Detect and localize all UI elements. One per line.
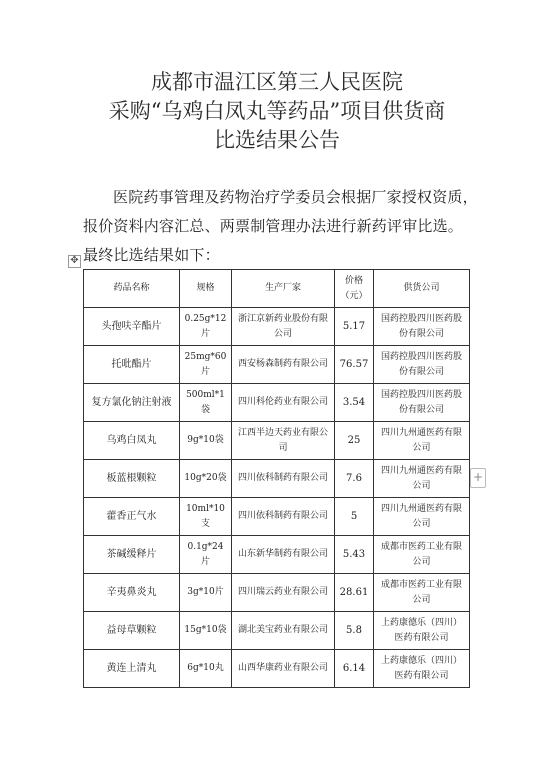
intro-paragraph: 医院药事管理及药物治疗学委员会根据厂家授权资质，报价资料内容汇总、两票制管理办法进行新药评审比选。最终比选结果如下： xyxy=(83,188,478,264)
cell-price: 7.6 xyxy=(335,460,374,498)
header-drug-name: 药品名称 xyxy=(84,270,180,308)
cell-drug-name: 黄连上清丸 xyxy=(84,650,180,688)
cell-drug-name: 头孢呋辛酯片 xyxy=(84,308,180,346)
cell-price: 28.61 xyxy=(335,574,374,612)
cell-manufacturer: 山西华康药业有限公司 xyxy=(232,650,335,688)
table-move-handle-icon[interactable]: ✥ xyxy=(68,255,81,268)
cell-spec: 9g*10袋 xyxy=(180,422,232,460)
cell-supplier: 国药控股四川医药股份有限公司 xyxy=(374,384,470,422)
cell-manufacturer: 四川依科制药有限公司 xyxy=(232,460,335,498)
cell-manufacturer: 湖北美宝药业有限公司 xyxy=(232,612,335,650)
results-table xyxy=(83,269,470,688)
cell-manufacturer: 四川科伦药业有限公司 xyxy=(232,384,335,422)
table-row xyxy=(84,346,470,384)
table-header-row xyxy=(84,270,470,308)
cell-supplier: 国药控股四川医药股份有限公司 xyxy=(374,308,470,346)
add-column-plus-icon[interactable]: + xyxy=(470,468,486,488)
cell-manufacturer: 山东新华制药有限公司 xyxy=(232,536,335,574)
cell-supplier: 上药康德乐（四川）医药有限公司 xyxy=(374,612,470,650)
cell-spec: 0.25g*12片 xyxy=(180,308,232,346)
header-price: 价格（元） xyxy=(335,270,374,308)
table-row xyxy=(84,384,470,422)
cell-drug-name: 复方氯化钠注射液 xyxy=(84,384,180,422)
cell-manufacturer: 四川依科制药有限公司 xyxy=(232,498,335,536)
cell-price: 3.54 xyxy=(335,384,374,422)
cell-spec: 6g*10丸 xyxy=(180,650,232,688)
cell-spec: 25mg*60片 xyxy=(180,346,232,384)
title-line-3: 比选结果公告 xyxy=(214,128,340,152)
cell-drug-name: 板蓝根颗粒 xyxy=(84,460,180,498)
cell-manufacturer: 江西半边天药业有限公司 xyxy=(232,422,335,460)
cell-drug-name: 茶碱缓释片 xyxy=(84,536,180,574)
cell-spec: 15g*10袋 xyxy=(180,612,232,650)
header-manufacturer: 生产厂家 xyxy=(232,270,335,308)
cell-spec: 3g*10片 xyxy=(180,574,232,612)
cell-drug-name: 乌鸡白凤丸 xyxy=(84,422,180,460)
cell-supplier: 成都市医药工业有限公司 xyxy=(374,574,470,612)
cell-price: 25 xyxy=(335,422,374,460)
cell-spec: 0.1g*24片 xyxy=(180,536,232,574)
table-row xyxy=(84,612,470,650)
cell-price: 5.8 xyxy=(335,612,374,650)
cell-supplier: 四川九州通医药有限公司 xyxy=(374,460,470,498)
header-supplier: 供货公司 xyxy=(374,270,470,308)
cell-price: 6.14 xyxy=(335,650,374,688)
cell-supplier: 国药控股四川医药股份有限公司 xyxy=(374,346,470,384)
table-row xyxy=(84,498,470,536)
table-row xyxy=(84,422,470,460)
cell-drug-name: 藿香正气水 xyxy=(84,498,180,536)
cell-price: 76.57 xyxy=(335,346,374,384)
table-row xyxy=(84,574,470,612)
cell-manufacturer: 西安杨森制药有限公司 xyxy=(232,346,335,384)
cell-supplier: 四川九州通医药有限公司 xyxy=(374,422,470,460)
cell-drug-name: 辛夷鼻炎丸 xyxy=(84,574,180,612)
cell-price: 5.17 xyxy=(335,308,374,346)
table-row xyxy=(84,536,470,574)
cell-spec: 10g*20袋 xyxy=(180,460,232,498)
cell-supplier: 成都市医药工业有限公司 xyxy=(374,536,470,574)
cell-spec: 10ml*10支 xyxy=(180,498,232,536)
cell-drug-name: 益母草颗粒 xyxy=(84,612,180,650)
cell-drug-name: 托吡酯片 xyxy=(84,346,180,384)
cell-supplier: 四川九州通医药有限公司 xyxy=(374,498,470,536)
table-row xyxy=(84,650,470,688)
title-line-2: 采购“乌鸡白凤丸等药品”项目供货商 xyxy=(108,99,446,123)
cell-supplier: 上药康德乐（四川）医药有限公司 xyxy=(374,650,470,688)
table-row xyxy=(84,308,470,346)
cell-price: 5 xyxy=(335,498,374,536)
title-line-1: 成都市温江区第三人民医院 xyxy=(151,70,403,94)
header-spec: 规格 xyxy=(180,270,232,308)
cell-manufacturer: 浙江京新药业股份有限公司 xyxy=(232,308,335,346)
cell-price: 5.43 xyxy=(335,536,374,574)
table-row xyxy=(84,460,470,498)
cell-spec: 500ml*1袋 xyxy=(180,384,232,422)
cell-manufacturer: 四川瑞云药业有限公司 xyxy=(232,574,335,612)
